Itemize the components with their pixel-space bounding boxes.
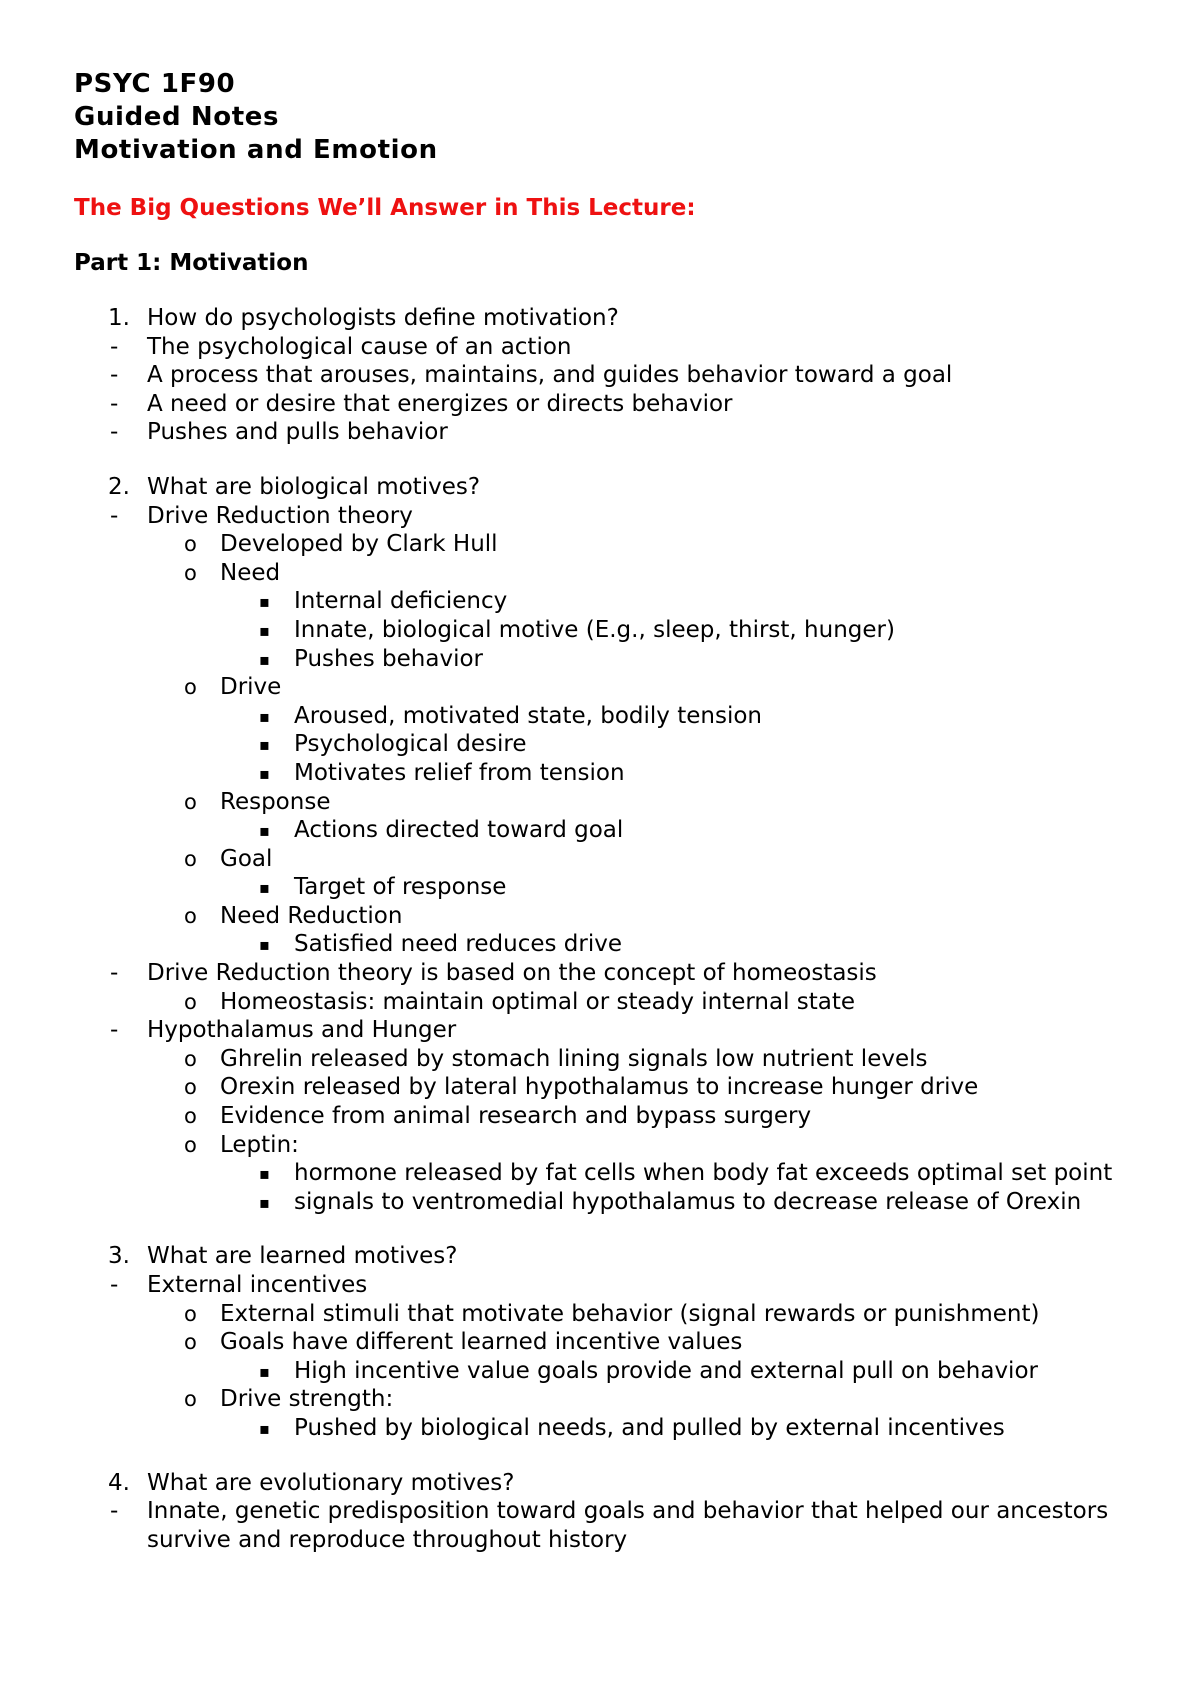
bullet-text: Need Reduction bbox=[220, 902, 403, 929]
dash-bullet: - bbox=[110, 1272, 119, 1298]
circle-bullet: o bbox=[184, 789, 197, 814]
bullet-text: Goals have different learned incentive values bbox=[220, 1329, 743, 1356]
bullet-text: Developed by Clark Hull bbox=[220, 531, 498, 558]
dash-item bbox=[74, 1016, 1160, 1045]
bullet-text: Innate, biological motive (E.g., sleep, thirst, hunger) bbox=[294, 616, 895, 643]
bullet-text: Drive bbox=[220, 674, 282, 701]
bullet-text: High incentive value goals provide and external pull on behavior bbox=[294, 1357, 1038, 1384]
bullet-text: Psychological desire bbox=[294, 731, 527, 758]
bullet-text: A need or desire that energizes or directs behavior bbox=[147, 390, 733, 417]
square-bullet: ▪ bbox=[259, 1361, 270, 1381]
square-item bbox=[74, 930, 1160, 959]
square-bullet: ▪ bbox=[259, 649, 270, 669]
bullet-text: Pushes and pulls behavior bbox=[147, 419, 448, 446]
bullet-text: Internal deficiency bbox=[294, 588, 508, 615]
dash-item bbox=[74, 1497, 1160, 1554]
circle-bullet: o bbox=[184, 1075, 197, 1100]
circle-item bbox=[74, 902, 1160, 931]
bullet-text: Drive strength: bbox=[220, 1386, 394, 1413]
bullet-text: Drive Reduction theory bbox=[147, 502, 413, 529]
circle-bullet: o bbox=[184, 560, 197, 585]
square-item bbox=[74, 873, 1160, 902]
question-4-section bbox=[74, 1469, 1160, 1555]
dash-item bbox=[74, 1271, 1160, 1300]
dash-item bbox=[74, 502, 1160, 531]
dash-item bbox=[74, 390, 1160, 419]
question-number: 1. bbox=[108, 305, 130, 331]
circle-item bbox=[74, 1102, 1160, 1131]
square-item bbox=[74, 1159, 1160, 1188]
part-heading: Part 1: Motivation bbox=[74, 250, 309, 276]
bullet-text: Aroused, motivated state, bodily tension bbox=[294, 702, 762, 729]
circle-item bbox=[74, 530, 1160, 559]
dash-item bbox=[74, 333, 1160, 362]
dash-bullet: - bbox=[110, 419, 119, 446]
square-bullet: ▪ bbox=[259, 1164, 270, 1184]
question-item bbox=[74, 1242, 1160, 1271]
square-bullet: ▪ bbox=[259, 821, 270, 841]
question-item bbox=[74, 1469, 1160, 1498]
circle-bullet: o bbox=[184, 1301, 197, 1326]
bullet-text: The psychological cause of an action bbox=[147, 333, 572, 360]
circle-bullet: o bbox=[184, 1046, 197, 1071]
circle-bullet: o bbox=[184, 989, 197, 1014]
square-bullet: ▪ bbox=[259, 935, 270, 955]
bullet-text: Hypothalamus and Hunger bbox=[147, 1017, 457, 1044]
square-item bbox=[74, 1357, 1160, 1386]
question-number: 3. bbox=[108, 1243, 130, 1270]
circle-bullet: o bbox=[184, 1387, 197, 1412]
bullet-text: Need bbox=[220, 559, 281, 586]
course-code: PSYC 1F90 bbox=[74, 69, 236, 99]
square-item bbox=[74, 816, 1160, 845]
bullet-text: Actions directed toward goal bbox=[294, 817, 624, 844]
circle-item bbox=[74, 788, 1160, 817]
bullet-text: Drive Reduction theory is based on the concept of homeostasis bbox=[147, 960, 877, 987]
dash-bullet: - bbox=[110, 362, 119, 389]
circle-item bbox=[74, 1045, 1160, 1074]
circle-bullet: o bbox=[184, 675, 197, 700]
bullet-text: Ghrelin released by stomach lining signals low nutrient levels bbox=[220, 1045, 928, 1072]
dash-item bbox=[74, 959, 1160, 988]
bullet-text: External incentives bbox=[147, 1272, 368, 1298]
circle-item bbox=[74, 845, 1160, 874]
square-bullet: ▪ bbox=[259, 706, 270, 726]
bullet-text: Orexin released by lateral hypothalamus to increase hunger drive bbox=[220, 1074, 979, 1101]
question-text: What are evolutionary motives? bbox=[147, 1469, 515, 1496]
question-1-section bbox=[74, 304, 1160, 447]
square-item bbox=[74, 616, 1160, 645]
bullet-text: Innate, genetic predisposition toward goals and behavior that helped our ancestors survive and reproduce throughout history bbox=[147, 1498, 1109, 1553]
circle-item bbox=[74, 559, 1160, 588]
square-item bbox=[74, 587, 1160, 616]
bullet-text: Homeostasis: maintain optimal or steady internal state bbox=[220, 988, 856, 1015]
dash-bullet: - bbox=[110, 502, 119, 529]
dash-bullet: - bbox=[110, 960, 119, 987]
dash-item bbox=[74, 361, 1160, 390]
question-number: 2. bbox=[108, 473, 130, 500]
square-item bbox=[74, 645, 1160, 674]
question-item bbox=[74, 473, 1160, 502]
dash-bullet: - bbox=[110, 1498, 119, 1525]
bullet-text: Target of response bbox=[294, 874, 507, 901]
question-text: How do psychologists define motivation? bbox=[147, 305, 619, 331]
bullet-text: Evidence from animal research and bypass surgery bbox=[220, 1103, 812, 1130]
question-2-section bbox=[74, 473, 1160, 1216]
document-type: Guided Notes bbox=[74, 102, 280, 132]
bullet-text: Satisfied need reduces drive bbox=[294, 931, 622, 958]
square-item bbox=[74, 702, 1160, 731]
circle-bullet: o bbox=[184, 1104, 197, 1129]
square-bullet: ▪ bbox=[259, 620, 270, 640]
circle-bullet: o bbox=[184, 532, 197, 557]
bullet-text: Motivates relief from tension bbox=[294, 759, 625, 786]
square-bullet: ▪ bbox=[259, 1418, 270, 1438]
dash-item bbox=[74, 418, 1160, 447]
circle-item bbox=[74, 1131, 1160, 1160]
bullet-text: Response bbox=[220, 788, 331, 815]
bullet-text: Pushed by biological needs, and pulled by external incentives bbox=[294, 1414, 1005, 1441]
circle-item bbox=[74, 1328, 1160, 1357]
bullet-text: hormone released by fat cells when body fat exceeds optimal set point bbox=[294, 1160, 1113, 1187]
square-bullet: ▪ bbox=[259, 735, 270, 755]
lecture-topic: Motivation and Emotion bbox=[74, 135, 438, 165]
square-bullet: ▪ bbox=[259, 592, 270, 612]
bullet-text: Goal bbox=[220, 845, 273, 872]
question-3-section bbox=[74, 1242, 1160, 1442]
bullet-text: Pushes behavior bbox=[294, 645, 483, 672]
bullet-text: signals to ventromedial hypothalamus to decrease release of Orexin bbox=[294, 1188, 1082, 1215]
dash-bullet: - bbox=[110, 333, 119, 360]
square-bullet: ▪ bbox=[259, 763, 270, 783]
dash-bullet: - bbox=[110, 1017, 119, 1044]
bullet-text: Leptin: bbox=[220, 1131, 299, 1158]
question-number: 4. bbox=[108, 1469, 130, 1496]
bullet-text: External stimuli that motivate behavior (signal rewards or punishment) bbox=[220, 1300, 1040, 1327]
circle-bullet: o bbox=[184, 1330, 197, 1355]
circle-item bbox=[74, 673, 1160, 702]
square-item bbox=[74, 1414, 1160, 1443]
square-bullet: ▪ bbox=[259, 878, 270, 898]
circle-bullet: o bbox=[184, 1132, 197, 1157]
circle-item bbox=[74, 1385, 1160, 1414]
dash-bullet: - bbox=[110, 390, 119, 417]
circle-item bbox=[74, 1073, 1160, 1102]
circle-item bbox=[74, 1300, 1160, 1329]
bullet-text: A process that arouses, maintains, and guides behavior toward a goal bbox=[147, 362, 953, 389]
question-text: What are biological motives? bbox=[147, 473, 481, 500]
square-bullet: ▪ bbox=[259, 1192, 270, 1212]
big-questions-heading: The Big Questions We’ll Answer in This Lecture: bbox=[74, 195, 696, 221]
circle-item bbox=[74, 988, 1160, 1017]
circle-bullet: o bbox=[184, 903, 197, 928]
question-item bbox=[74, 304, 1160, 333]
square-item bbox=[74, 730, 1160, 759]
question-text: What are learned motives? bbox=[147, 1243, 458, 1270]
square-item bbox=[74, 1188, 1160, 1217]
square-item bbox=[74, 759, 1160, 788]
circle-bullet: o bbox=[184, 846, 197, 871]
